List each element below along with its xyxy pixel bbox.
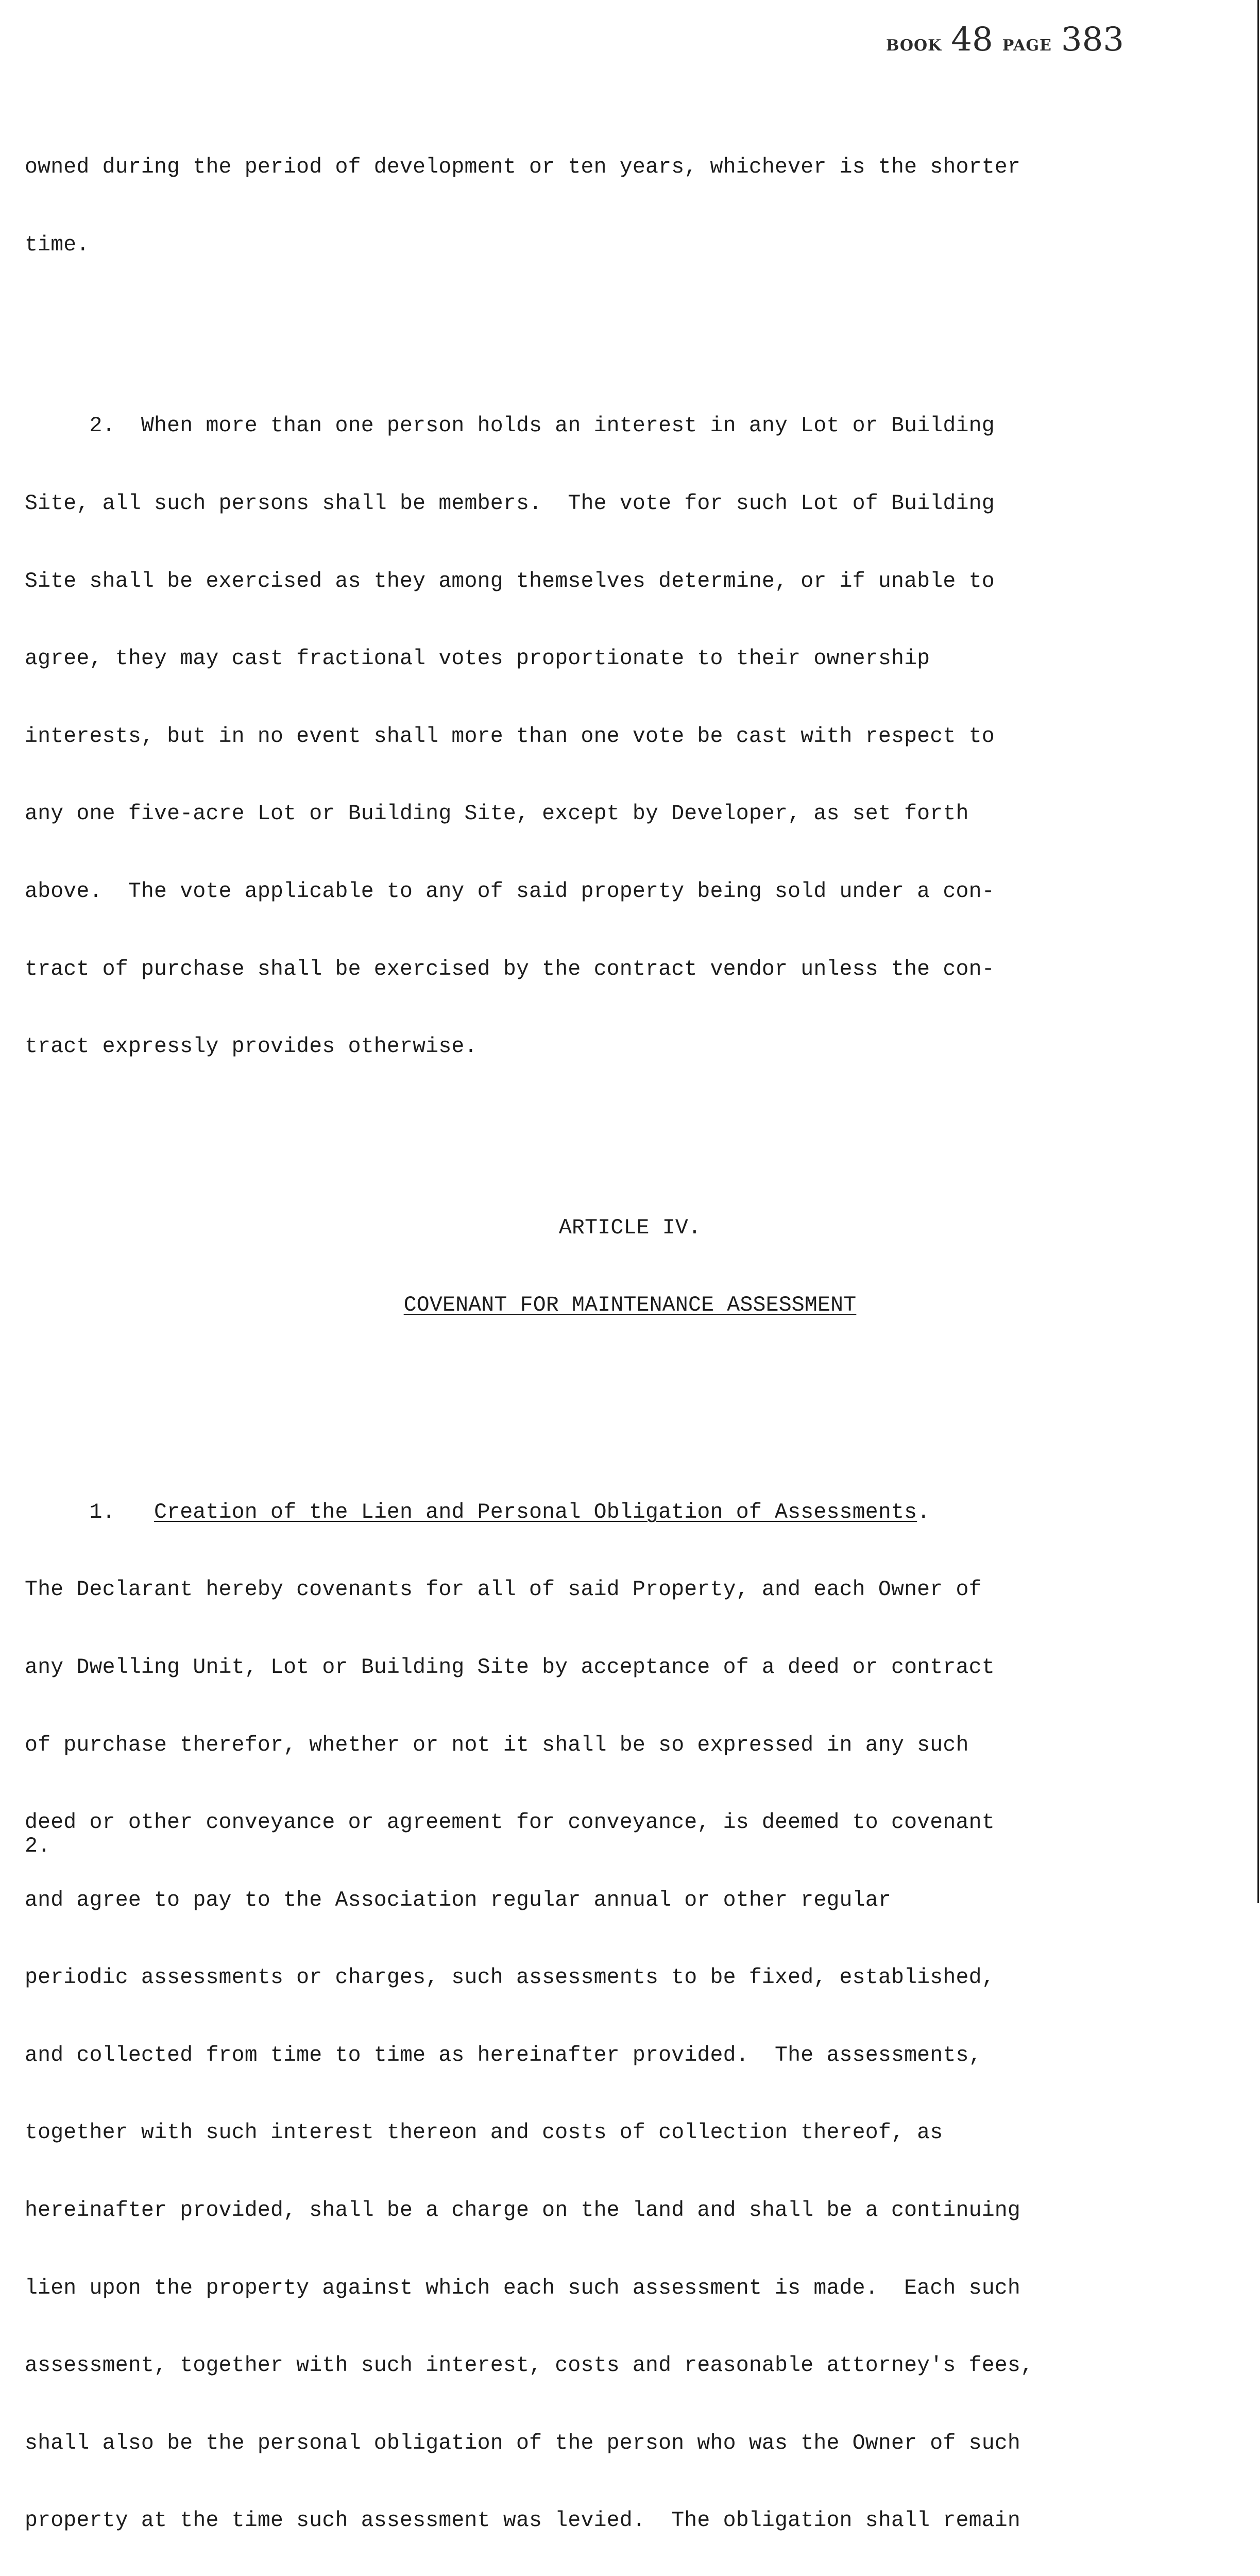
text-line: shall also be the personal obligation of the person who was the Owner of such (25, 2431, 1021, 2455)
text-line: and collected from time to time as hereinafter provided. The assessments, (25, 2043, 982, 2067)
section-heading: Creation of the Lien and Personal Obligation of Assessments (154, 1500, 917, 1524)
article-number: ARTICLE IV. (558, 1215, 702, 1240)
text-line: 2. When more than one person holds an interest in any Lot or Building (25, 414, 995, 438)
text-line: time. (25, 233, 90, 257)
scan-edge-line (1257, 0, 1259, 1903)
text-line: Site, all such persons shall be members. The vote for such Lot of Building (25, 491, 995, 516)
text-line: owned during the period of development or ten years, whichever is the shorter (25, 155, 1021, 180)
book-page-stamp (886, 21, 1124, 59)
text-line: hereinafter provided, shall be a charge on the land and shall be a continuing (25, 2198, 1021, 2223)
footer-page-number: 2. (25, 1834, 50, 1858)
page-label: PAGE (1002, 37, 1052, 55)
book-label: BOOK (886, 37, 942, 55)
text-line: any Dwelling Unit, Lot or Building Site by acceptance of a deed or contract (25, 1655, 995, 1680)
text-line: periodic assessments or charges, such assessments to be fixed, established, (25, 1965, 995, 1990)
text-line: The Declarant hereby covenants for all of said Property, and each Owner of (25, 1578, 982, 1602)
text-line: of purchase therefor, whether or not it shall be so expressed in any such (25, 1733, 969, 1757)
article-title: COVENANT FOR MAINTENANCE ASSESSMENT (403, 1293, 857, 1318)
text-line: assessment, together with such interest, costs and reasonable attorney's fees, (25, 2353, 1034, 2378)
text-line: together with such interest thereon and costs of collection thereof, as (25, 2121, 943, 2145)
text-line: Site shall be exercised as they among themselves determine, or if unable to (25, 569, 995, 594)
text-line: any one five-acre Lot or Building Site, except by Developer, as set forth (25, 802, 969, 826)
text-line: interests, but in no event shall more than one vote be cast with respect to (25, 724, 995, 749)
document-body (25, 103, 1235, 2576)
text-line: above. The vote applicable to any of said property being sold under a con- (25, 879, 995, 904)
book-number: 48 (951, 21, 993, 59)
text-line: lien upon the property against which each such assessment is made. Each such (25, 2276, 1021, 2300)
page-number-stamp: 383 (1061, 21, 1124, 59)
text-line: property at the time such assessment was levied. The obligation shall remain (25, 2509, 1021, 2533)
section-heading-line: 1. Creation of the Lien and Personal Obligation of Assessments. (25, 1500, 930, 1524)
text-line: and agree to pay to the Association regular annual or other regular (25, 1888, 891, 1912)
text-line: agree, they may cast fractional votes proportionate to their ownership (25, 647, 930, 671)
text-line: tract of purchase shall be exercised by the contract vendor unless the con- (25, 957, 995, 981)
text-line: deed or other conveyance or agreement for conveyance, is deemed to covenant (25, 1810, 995, 1835)
text-line: tract expressly provides otherwise. (25, 1035, 478, 1059)
